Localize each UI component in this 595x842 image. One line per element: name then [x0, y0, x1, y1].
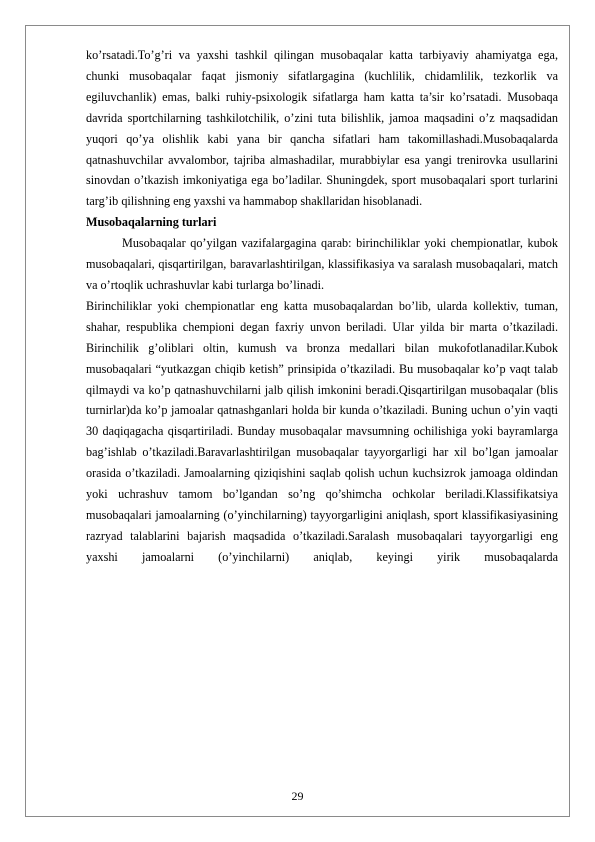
- paragraph-1: ko’rsatadi.To’g’ri va yaxshi tashkil qilingan musobaqalar katta tarbiyaviy ahamiyatga ega, chunki musobaqalar faqat jismoniy sifatlargagina (kuchlilik, chidamlilik, tezkorlik va egiluvchanlik) emas, balki ruhiy-psixologik sifatlarga ham katta ta’sir ko’rsatadi. Musobaqa davrida sportchilarning tashkilotchilik, o’zini tuta bilishlik, jamoa maqsadini o’z maqsadidan yuqori qo’ya olishlik kabi yana bir qancha sifatlari ham takomillashadi.Musobaqalarda qatnashuvchilar avvalombor, tajriba almashadilar, murabbiylar esa yangi trenirovka usullarini sinovdan o’tkazish imkoniyatiga ega bo’ladilar. Shuningdek, sport musobaqalari sport turlarini targ’ib qilishning eng yaxshi va hammabop shakllaridan hisoblanadi.: [86, 48, 558, 209]
- paragraph-2: Musobaqalar qo’yilgan vazifalargagina qarab: birinchiliklar yoki chempionatlar, kubok musobaqalari, qisqartirilgan, baravarlashtirilgan, klassifikasiya va saralash musobaqalari, match va o’rtoqlik uchrashuvlar kabi turlarga bo’linadi.: [86, 236, 558, 292]
- page-number: 29: [291, 789, 304, 803]
- section-heading: Musobaqalarning turlari: [86, 215, 217, 230]
- paragraph-3: Birinchiliklar yoki chempionatlar eng katta musobaqalardan bo’lib, ularda kollektiv, tuman, shahar, respublika chempioni degan faxriy unvon beriladi. Ular yilda bir marta o’tkaziladi. Birinchilik g’oliblari oltin, kumush va bronza medallari bilan mukofotlanadilar.Kubok musobaqalari “yutkazgan chiqib ketish” prinsipida o’tkaziladi. Bu musobaqalar ko’p vaqt talab qilmaydi va ko’p qatnashuvchilarni jalb qilish imkonini beradi.Qisqartirilgan musobaqalar (blis turnirlar)da ko’p jamoalar qatnashganlari holda bir kunda o’tkaziladi. Buning uchun o’yin vaqti 30 daqiqagacha qisqartiriladi. Bunday musobaqalar mavsumning ochilishiga yoki bayramlarga bag’ishlab o’tkaziladi.Baravarlashtirilgan musobaqalar tayyorgarligi har xil bo’lgan jamoalar orasida o’tkaziladi. Jamoalarning qiziqishini saqlab qolish uchun kuchsizrok jamoaga oldindan yoki uchrashuv tamom bo’lgandan so’ng qo’shimcha ochkolar beriladi.Klassifikatsiya musobaqalari jamoalarning (o’yinchilarning) tayyorgarligini aniqlash, sport klassifikasiyasining razryad talablarini bajarish maqsadida o’tkaziladi.Saralash musobaqalari tayyorgarligi eng yaxshi jamoalarni (o’yinchilarni) aniqlab, keyingi yirik musobaqalarda: [86, 298, 558, 564]
- document-body: [86, 45, 558, 568]
